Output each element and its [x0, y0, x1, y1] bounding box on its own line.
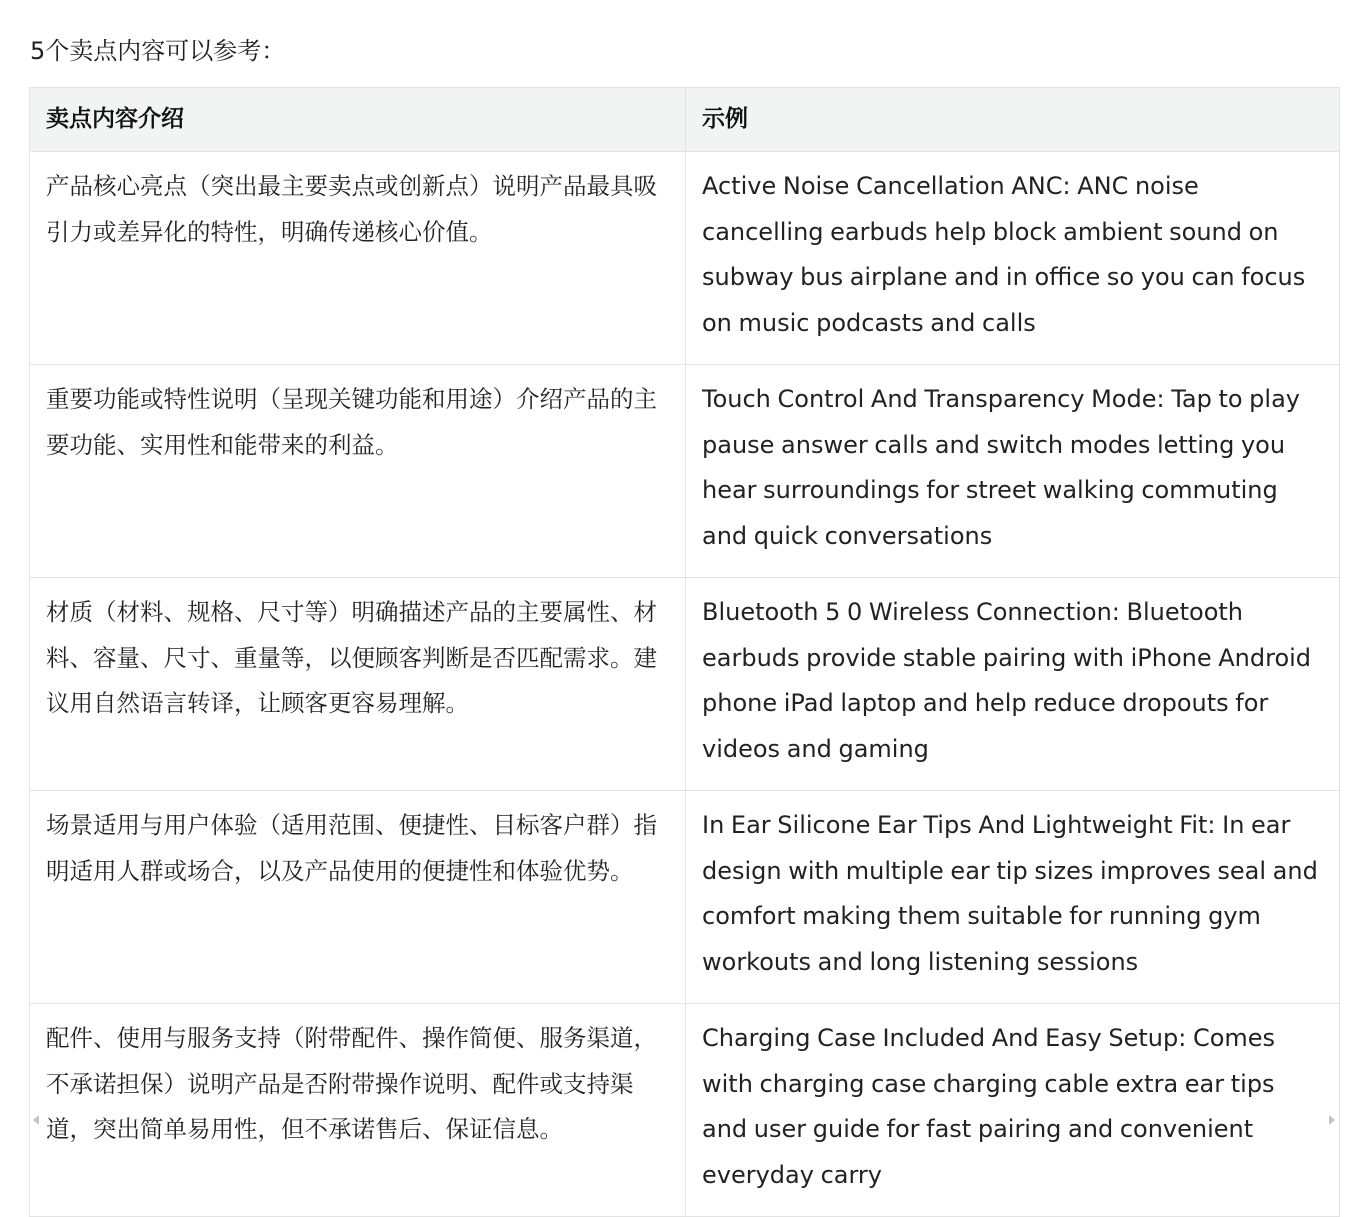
description-cell: 场景适用与用户体验（适用范围、便捷性、目标客户群）指明适用人群或场合，以及产品使用的便捷性和体验优势。 [30, 791, 686, 1004]
example-cell: Bluetooth 5 0 Wireless Connection: Bluetooth earbuds provide stable pairing with iPhone Android phone iPad laptop and help reduce dropouts for videos and gaming [686, 578, 1340, 791]
table-row [30, 578, 1340, 791]
column-header-example: 示例 [686, 88, 1340, 152]
selling-points-table [29, 87, 1340, 1217]
description-cell: 材质（材料、规格、尺寸等）明确描述产品的主要属性、材料、容量、尺寸、重量等，以便顾客判断是否匹配需求。建议用自然语言转译，让顾客更容易理解。 [30, 578, 686, 791]
table-header-row [30, 88, 1340, 152]
table-row [30, 791, 1340, 1004]
description-cell: 产品核心亮点（突出最主要卖点或创新点）说明产品最具吸引力或差异化的特性，明确传递核心价值。 [30, 152, 686, 365]
description-cell: 重要功能或特性说明（呈现关键功能和用途）介绍产品的主要功能、实用性和能带来的利益。 [30, 365, 686, 578]
example-cell: Charging Case Included And Easy Setup: Comes with charging case charging cable extra ear tips and user guide for fast pairing and convenient everyday carry [686, 1004, 1340, 1217]
description-cell: 配件、使用与服务支持（附带配件、操作简便、服务渠道，不承诺担保）说明产品是否附带操作说明、配件或支持渠道，突出简单易用性，但不承诺售后、保证信息。 [30, 1004, 686, 1217]
horizontal-scrollbar[interactable] [29, 1112, 1339, 1128]
column-header-description: 卖点内容介绍 [30, 88, 686, 152]
table-row [30, 1004, 1340, 1217]
scroll-left-arrow-icon[interactable] [33, 1115, 39, 1125]
table-row [30, 365, 1340, 578]
scroll-right-arrow-icon[interactable] [1329, 1115, 1335, 1125]
example-cell: Touch Control And Transparency Mode: Tap to play pause answer calls and switch modes letting you hear surroundings for street walking commuting and quick conversations [686, 365, 1340, 578]
intro-text: 5个卖点内容可以参考： [30, 37, 286, 65]
example-cell: Active Noise Cancellation ANC: ANC noise cancelling earbuds help block ambient sound on subway bus airplane and in office so you can focus on music podcasts and calls [686, 152, 1340, 365]
table-scroll-container[interactable] [29, 87, 1339, 1189]
table-row [30, 152, 1340, 365]
example-cell: In Ear Silicone Ear Tips And Lightweight Fit: In ear design with multiple ear tip sizes improves seal and comfort making them suitable for running gym workouts and long listening sessions [686, 791, 1340, 1004]
